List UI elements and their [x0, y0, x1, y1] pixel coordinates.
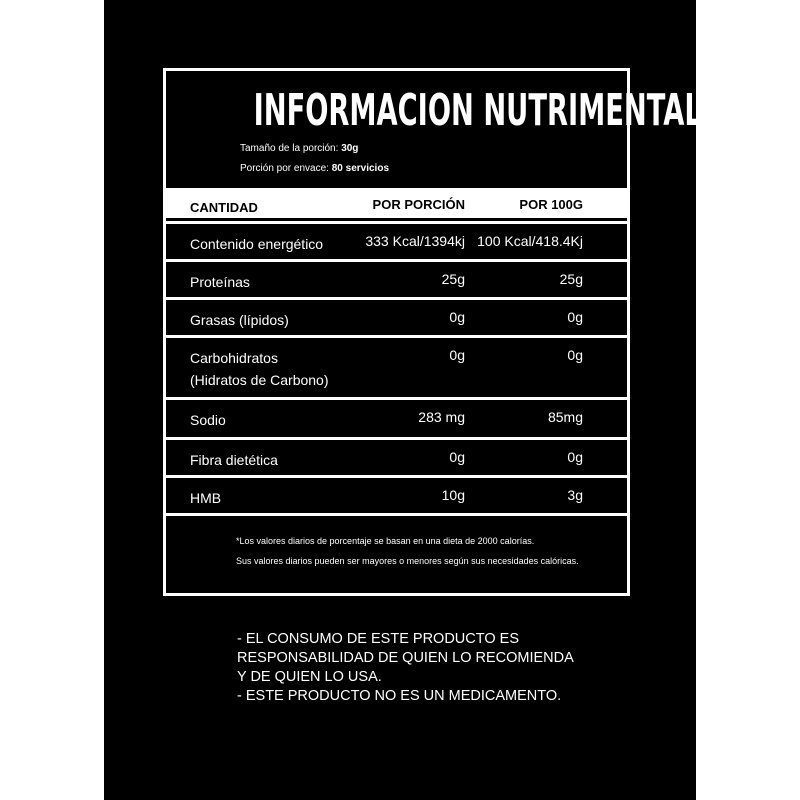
- table-row: [166, 221, 627, 259]
- row-name: Proteínas: [190, 274, 250, 290]
- serving-size: [240, 143, 358, 154]
- warning-line: - EL CONSUMO DE ESTE PRODUCTO ES: [237, 631, 519, 647]
- footnotes: [236, 531, 579, 571]
- serving-size-value: 30g: [341, 143, 359, 154]
- row-per-serving: 10g: [441, 487, 465, 503]
- row-per-serving: 0g: [449, 449, 465, 465]
- row-per-100g: 85mg: [547, 409, 583, 425]
- nutrition-label: [163, 68, 702, 596]
- table-row: [166, 335, 627, 397]
- row-per-serving: 0g: [449, 309, 465, 325]
- table-row: [166, 297, 627, 335]
- row-per-serving: 25g: [441, 271, 465, 287]
- row-per-100g: 0g: [567, 347, 583, 363]
- row-name-line2: (Hidratos de Carbono): [190, 372, 329, 388]
- row-name: Contenido energético: [190, 236, 324, 252]
- warning-line: RESPONSABILIDAD DE QUIEN LO RECOMIENDA: [237, 650, 574, 666]
- servings-per-container: [240, 163, 389, 174]
- row-per-serving: 0g: [449, 347, 465, 363]
- row-per-serving: 333 Kcal/1394kj: [365, 233, 465, 249]
- serving-size-label: Tamaño de la porción:: [240, 143, 339, 154]
- row-name: Fibra dietética: [190, 452, 278, 468]
- row-per-100g: 0g: [567, 449, 583, 465]
- footnote-line: Sus valores diarios pueden ser mayores o menores según sus necesidades calóricas.: [236, 556, 579, 566]
- warning-line: - ESTE PRODUCTO NO ES UN MEDICAMENTO.: [237, 688, 562, 704]
- table-row: [166, 475, 627, 513]
- row-name: [190, 347, 329, 391]
- header-por-porcion: POR PORCIÓN: [372, 197, 465, 212]
- row-per-100g: 3g: [567, 487, 583, 503]
- row-name-line1: Carbohidratos: [190, 350, 278, 366]
- row-name: HMB: [190, 490, 222, 506]
- row-per-serving: 283 mg: [418, 409, 465, 425]
- row-per-100g: 25g: [559, 271, 583, 287]
- row-per-100g: 0g: [567, 309, 583, 325]
- table-row: [166, 437, 627, 475]
- header-por-100g: POR 100G: [519, 197, 583, 212]
- table-row: [166, 397, 627, 437]
- servings-per-container-value: 80 servicios: [331, 163, 389, 174]
- table-header: [166, 188, 627, 218]
- table-row: [166, 259, 627, 297]
- label-title: INFORMACION NUTRIMENTAL: [253, 85, 702, 136]
- footnote-line: *Los valores diarios de porcentaje se basan en una dieta de 2000 calorías.: [236, 536, 535, 546]
- header-cantidad: CANTIDAD: [190, 200, 258, 215]
- warning-text: [237, 630, 574, 706]
- warning-line: Y DE QUIEN LO USA.: [237, 669, 382, 685]
- servings-per-container-label: Porción por envace:: [240, 163, 329, 174]
- row-name: Sodio: [190, 412, 226, 428]
- row-name: Grasas (lípidos): [190, 312, 289, 328]
- row-per-100g: 100 Kcal/418.4Kj: [477, 233, 583, 249]
